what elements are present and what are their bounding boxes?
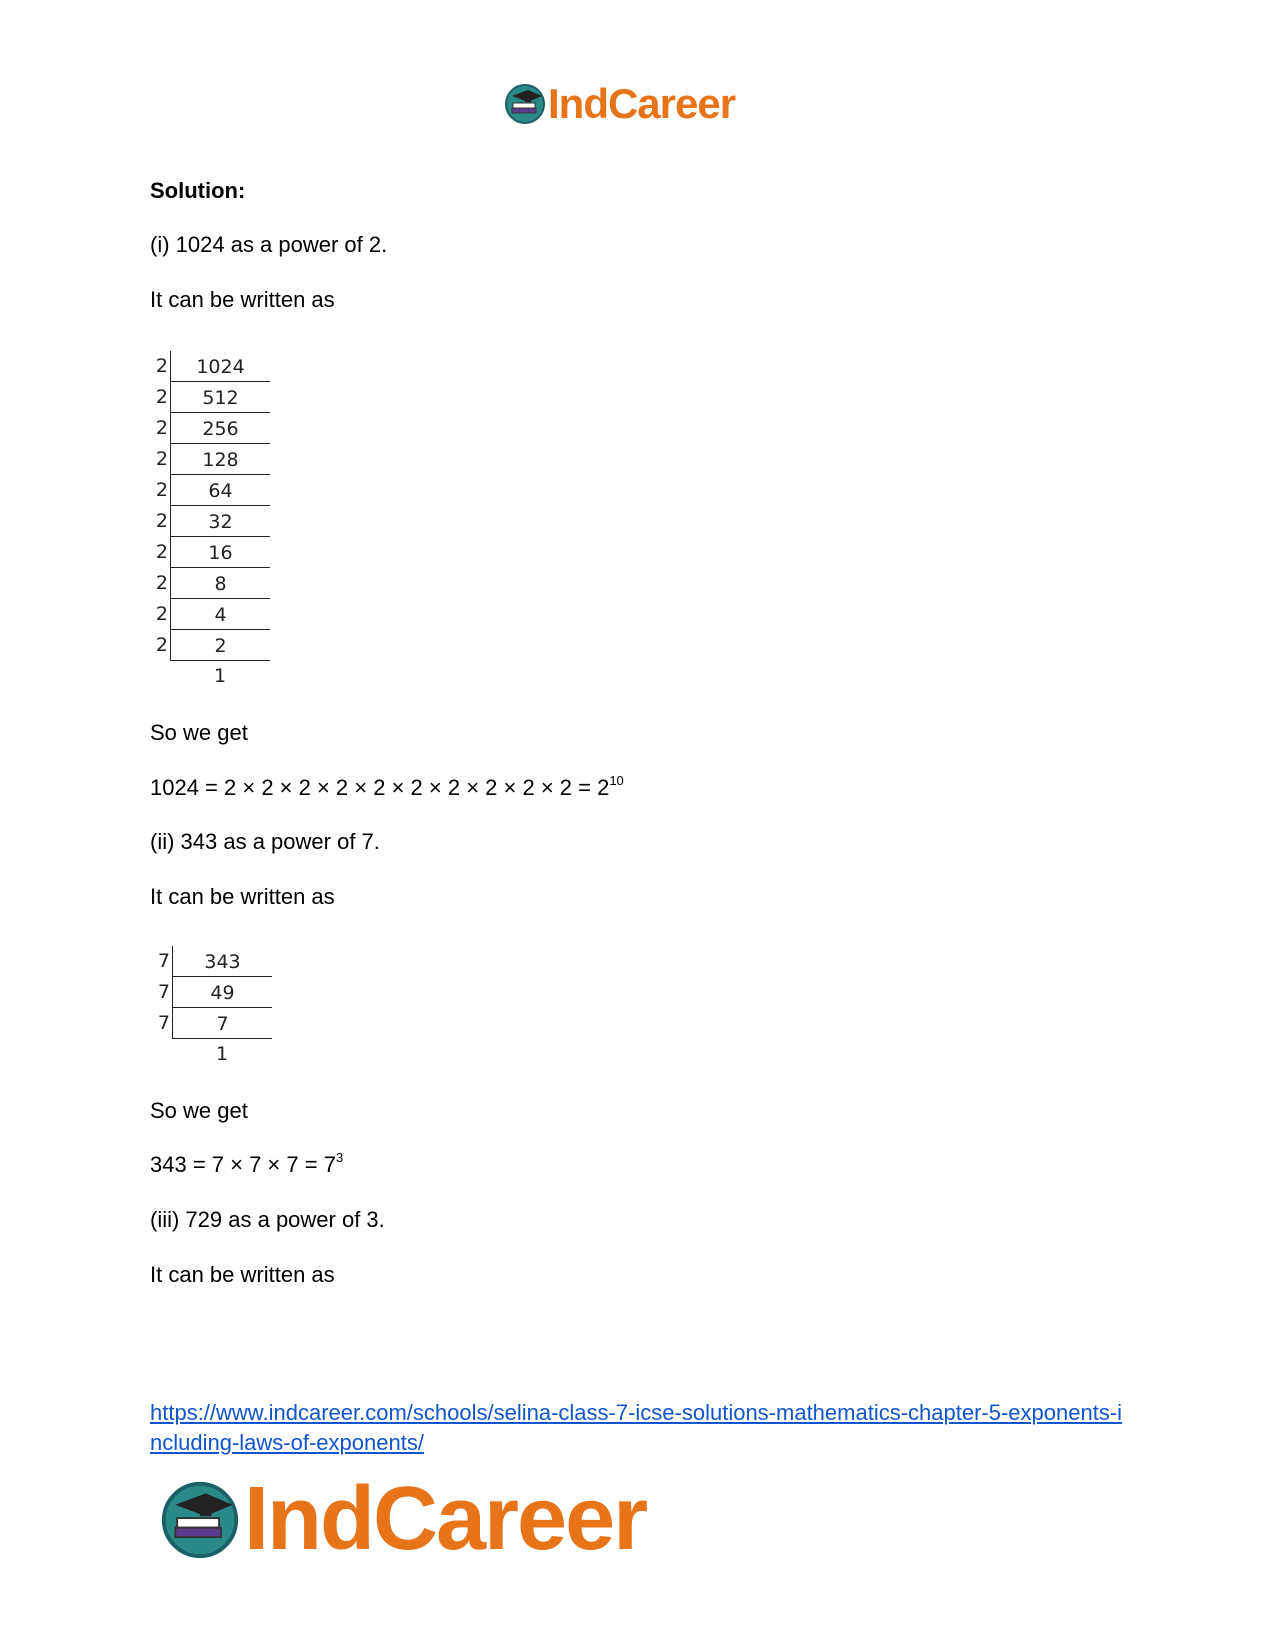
part1-heading: (i) 1024 as a power of 2. bbox=[150, 232, 388, 257]
ladder-divisor: 2 bbox=[155, 634, 168, 656]
ladder-divisor: 7 bbox=[157, 950, 170, 972]
ladder-row bbox=[150, 568, 270, 599]
header-logo bbox=[504, 80, 735, 128]
ladder-value: 1024 bbox=[170, 351, 270, 382]
part1-intro: It can be written as bbox=[150, 287, 335, 312]
ladder-final-value: 1 bbox=[213, 665, 227, 687]
ladder-value: 8 bbox=[170, 568, 270, 599]
ladder-row bbox=[152, 1008, 272, 1039]
part2-result bbox=[150, 1149, 344, 1178]
ladder-divisor: 2 bbox=[155, 355, 168, 377]
ladder-row bbox=[150, 630, 270, 661]
ladder-row bbox=[150, 444, 270, 475]
ladder-value: 49 bbox=[172, 977, 272, 1008]
ladder-value: 343 bbox=[172, 946, 272, 977]
part1-result-exponent: 10 bbox=[609, 772, 624, 788]
ladder-divisor: 2 bbox=[155, 417, 168, 439]
logo-wordmark: IndCareer bbox=[548, 80, 736, 127]
part1-result bbox=[150, 772, 624, 801]
logo-wordmark: IndCareer bbox=[244, 1469, 647, 1569]
ladder-value: 64 bbox=[170, 475, 270, 506]
ladder-value: 7 bbox=[172, 1008, 272, 1039]
ladder-divisor: 2 bbox=[155, 448, 168, 470]
ladder-value: 512 bbox=[170, 382, 270, 413]
division-ladder-343 bbox=[152, 946, 272, 1070]
ladder-divisor: 7 bbox=[157, 981, 170, 1003]
ladder-divisor: 2 bbox=[155, 572, 168, 594]
division-ladder-1024 bbox=[150, 351, 270, 692]
graduation-cap-book-icon bbox=[504, 83, 546, 125]
source-link[interactable]: https://www.indcareer.com/schools/selina-class-7-icse-solutions-mathematics-chapter-5-exponents-including-laws-of-exponents/ bbox=[150, 1400, 1123, 1455]
ladder-divisor: 2 bbox=[155, 510, 168, 532]
footer-logo bbox=[160, 1468, 646, 1571]
ladder-row bbox=[152, 946, 272, 977]
part2-intro: It can be written as bbox=[150, 884, 335, 909]
ladder-final-row bbox=[150, 661, 270, 692]
part2-so-we-get: So we get bbox=[150, 1098, 248, 1123]
ladder-value: 256 bbox=[170, 413, 270, 444]
ladder-row bbox=[150, 382, 270, 413]
ladder-row bbox=[150, 506, 270, 537]
ladder-divisor: 7 bbox=[157, 1012, 170, 1034]
ladder-value: 32 bbox=[170, 506, 270, 537]
ladder-row bbox=[150, 475, 270, 506]
part3-intro: It can be written as bbox=[150, 1262, 335, 1287]
ladder-row bbox=[150, 351, 270, 382]
ladder-row bbox=[152, 977, 272, 1008]
ladder-value: 2 bbox=[170, 630, 270, 661]
ladder-divisor: 2 bbox=[155, 541, 168, 563]
graduation-cap-book-icon bbox=[160, 1480, 240, 1560]
ladder-value: 4 bbox=[170, 599, 270, 630]
ladder-divisor: 2 bbox=[155, 479, 168, 501]
part2-heading: (ii) 343 as a power of 7. bbox=[150, 829, 380, 854]
part3-heading: (iii) 729 as a power of 3. bbox=[150, 1207, 385, 1232]
ladder-row bbox=[150, 537, 270, 568]
ladder-value: 16 bbox=[170, 537, 270, 568]
part2-result-exponent: 3 bbox=[335, 1149, 344, 1165]
ladder-row bbox=[150, 599, 270, 630]
ladder-divisor: 2 bbox=[155, 603, 168, 625]
part2-result-base: 343 = 7 × 7 × 7 = 7 bbox=[150, 1152, 336, 1177]
solution-label: Solution: bbox=[150, 178, 246, 203]
part1-so-we-get: So we get bbox=[150, 720, 248, 745]
ladder-row bbox=[150, 413, 270, 444]
ladder-divisor: 2 bbox=[155, 386, 168, 408]
ladder-final-row bbox=[152, 1039, 272, 1070]
part1-result-base: 1024 = 2 × 2 × 2 × 2 × 2 × 2 × 2 × 2 × 2 × 2 = 2 bbox=[150, 775, 610, 800]
ladder-final-value: 1 bbox=[215, 1043, 229, 1065]
ladder-value: 128 bbox=[170, 444, 270, 475]
